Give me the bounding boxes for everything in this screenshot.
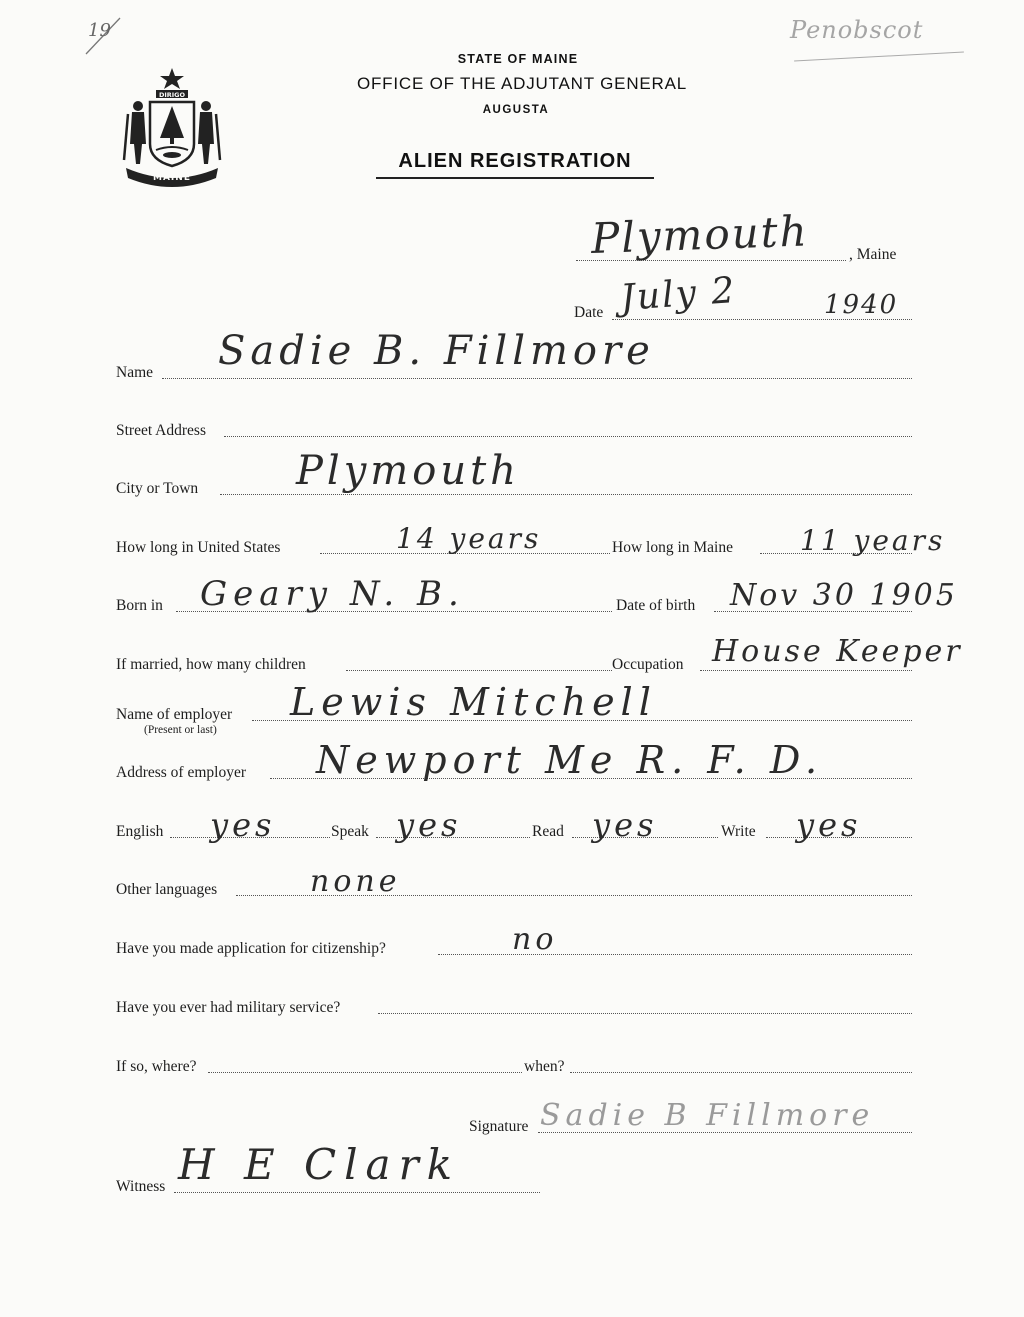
born-value: Geary N. B. [200,574,465,614]
corner-mark-text: 19 [88,20,111,41]
name-line [162,378,912,379]
name-value: Sadie B. Fillmore [218,328,655,374]
occupation-label: Occupation [612,656,684,673]
dob-value: Nov 30 1905 [730,578,958,613]
name-label: Name [116,364,154,381]
town-value: Plymouth [590,206,810,263]
employer-address-value: Newport Me R. F. D. [316,738,824,782]
employer-value: Lewis Mitchell [290,680,657,724]
office-heading: OFFICE OF THE ADJUTANT GENERAL [356,74,688,93]
street-line [224,436,912,437]
pencil-county-note [790,16,923,44]
signature-value: Sadie B Fillmore [540,1098,875,1133]
us-duration-label: How long in United States [116,539,281,556]
employer-sublabel: (Present or last) [144,724,217,736]
write-label: Write [721,823,756,840]
read-value: yes [592,806,658,844]
seal-motto: DIRIGO [158,91,186,99]
city-label: City or Town [116,480,199,497]
town-suffix: , Maine [849,246,897,263]
read-label: Read [532,823,564,840]
date-year: 1940 [824,290,899,320]
write-value: yes [796,806,862,844]
employer-label: Name of employer [116,706,233,723]
state-heading: STATE OF MAINE [457,52,579,66]
occupation-line [700,670,912,671]
speak-label: Speak [331,823,369,840]
when-line [570,1072,912,1073]
pencil-county-text: Penobscot [790,16,924,44]
employer-address-label: Address of employer [116,764,246,781]
city-value: Plymouth [296,448,520,494]
signature-label: Signature [469,1118,529,1135]
english-label: English [116,823,164,840]
children-line [346,670,612,671]
english-value: yes [210,806,276,844]
title-underline [376,177,654,179]
city-heading: AUGUSTA [482,104,550,116]
born-label: Born in [116,597,163,614]
children-label: If married, how many children [116,656,306,673]
other-languages-value: none [310,864,401,899]
city-line [220,494,912,495]
date-month-day: July 2 [619,270,738,319]
us-duration-value: 14 years [396,522,542,555]
military-label: Have you ever had military service? [116,999,341,1016]
occupation-value: House Keeper [712,634,963,669]
speak-value: yes [396,806,462,844]
dob-label: Date of birth [616,597,696,614]
where-line [208,1072,522,1073]
citizenship-line [438,954,912,955]
military-line [378,1013,912,1014]
other-languages-label: Other languages [116,881,218,898]
citizenship-label: Have you made application for citizenship? [116,940,386,957]
date-label: Date [574,304,604,321]
seal-ribbon-text: MAINE [153,173,191,183]
citizenship-value: no [512,922,558,957]
street-label: Street Address [116,422,206,439]
witness-line [174,1192,540,1193]
maine-duration-value: 11 years [800,524,946,557]
witness-label: Witness [116,1178,166,1195]
form-title: ALIEN REGISTRATION [398,150,632,172]
where-label: If so, where? [116,1058,197,1075]
when-label: when? [524,1058,565,1075]
witness-value: H E Clark [178,1140,461,1189]
maine-duration-label: How long in Maine [612,539,733,556]
